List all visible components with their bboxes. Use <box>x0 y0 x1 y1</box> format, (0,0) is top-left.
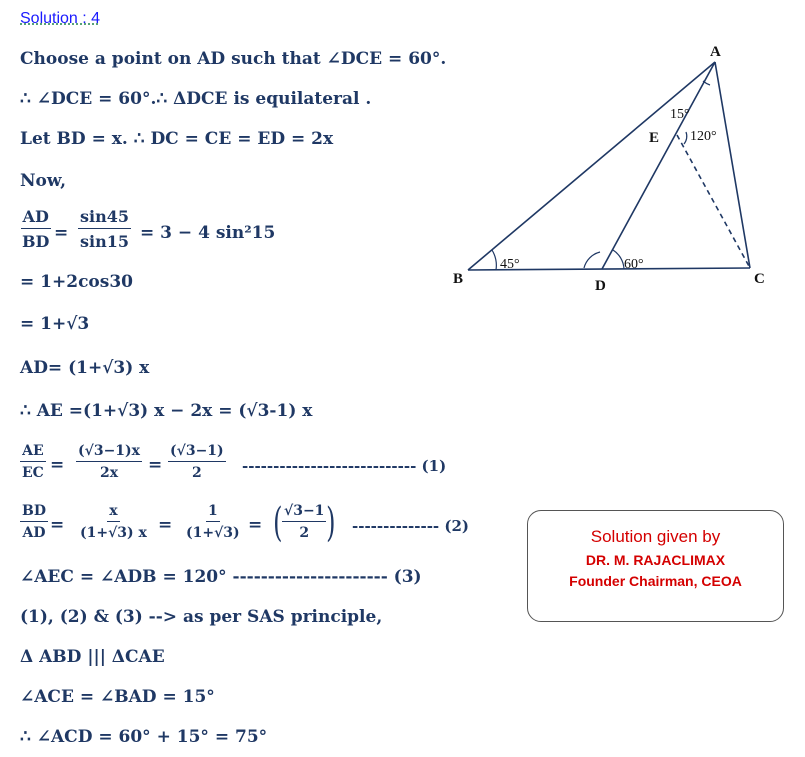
equation-label-2: -------------- (2) <box>352 517 470 535</box>
numerator: (√3−1) <box>168 443 226 462</box>
equation-rhs: = 3 − 4 sin²15 <box>140 223 276 243</box>
angle-arc-b <box>492 250 496 270</box>
solution-title: Solution : 4 <box>20 10 101 27</box>
credit-heading: Solution given by <box>590 527 721 546</box>
fraction-root3-minus-1-x-over-2x <box>76 443 142 481</box>
equals-sign: = <box>248 515 263 535</box>
denominator: 2 <box>299 525 310 541</box>
line-angle-acd: ∴ ∠ACD = 60° + 15° = 75° <box>20 727 268 747</box>
fraction-1-over-1-plus-root3 <box>184 503 242 541</box>
denominator: 2 <box>191 465 202 481</box>
angle-label-45: 45° <box>500 257 520 272</box>
vertex-label-c: C <box>754 271 765 287</box>
credit-author: DR. M. RAJACLIMAX <box>585 552 726 568</box>
vertex-label-d: D <box>595 278 606 294</box>
fraction-ad-bd <box>20 207 51 251</box>
angle-label-120: 120° <box>690 129 717 144</box>
credit-role: Founder Chairman, CEOA <box>569 573 742 589</box>
line-ad-value: AD= (1+√3) x <box>20 358 150 378</box>
vertex-label-b: B <box>453 271 464 287</box>
equals-sign: = <box>50 515 65 535</box>
angle-arc-d-left <box>584 252 600 268</box>
line-angle-aec: ∠AEC = ∠ADB = 120° ---------------------- (3) <box>20 567 422 587</box>
numerator: √3−1 <box>282 503 326 522</box>
fraction-root3-minus-1-over-2 <box>282 503 326 541</box>
denominator: 2x <box>99 465 119 481</box>
numerator: 1 <box>206 503 220 522</box>
line-1-plus-2cos30: = 1+2cos30 <box>20 272 133 292</box>
fraction-x-over-1-plus-root3-x <box>78 503 149 541</box>
numerator: AE <box>20 443 46 462</box>
denominator: sin15 <box>80 232 129 251</box>
vertex-label-a: A <box>710 44 721 60</box>
angle-arc-d <box>613 250 624 269</box>
vertex-label-e: E <box>649 130 660 146</box>
equals-sign: = <box>50 455 65 475</box>
numerator: BD <box>20 503 48 522</box>
line-similar: Δ ABD ||| ΔCAE <box>20 647 165 667</box>
segment-ad <box>602 62 715 269</box>
fraction-bd-ad <box>20 503 48 541</box>
side-ab <box>468 62 715 270</box>
denominator: EC <box>22 465 44 481</box>
fraction-sin45-sin15 <box>78 207 131 251</box>
denominator: BD <box>22 232 50 251</box>
angle-label-60: 60° <box>624 257 644 272</box>
line-now: Now, <box>20 171 67 191</box>
angle-arc-e <box>684 132 687 144</box>
equals-sign: = <box>148 455 163 475</box>
numerator: (√3−1)x <box>76 443 142 462</box>
line-equilateral: ∴ ∠DCE = 60°.∴ ΔDCE is equilateral . <box>20 89 372 109</box>
equals-sign: = <box>54 223 69 243</box>
side-ac <box>715 62 750 268</box>
fraction-ae-ec <box>20 443 46 481</box>
triangle-diagram <box>440 40 780 300</box>
credit-box <box>527 510 784 622</box>
denominator: (1+√3) <box>186 525 240 541</box>
line-1-plus-root3: = 1+√3 <box>20 314 90 334</box>
angle-label-15: 15° <box>670 107 690 122</box>
denominator: (1+√3) x <box>80 525 147 541</box>
numerator: sin45 <box>78 207 131 229</box>
line-choose-point: Choose a point on AD such that ∠DCE = 60°. <box>20 49 447 69</box>
line-ae-value: ∴ AE =(1+√3) x − 2x = (√3-1) x <box>20 401 313 421</box>
right-paren: ) <box>326 500 336 546</box>
line-angle-ace: ∠ACE = ∠BAD = 15° <box>20 687 215 707</box>
line-sas: (1), (2) & (3) --> as per SAS principle, <box>20 607 383 627</box>
numerator: AD <box>21 207 51 229</box>
fraction-root3-minus-1-over-2 <box>168 443 226 481</box>
denominator: AD <box>22 525 46 541</box>
line-let-bd: Let BD = x. ∴ DC = CE = ED = 2x <box>20 129 334 149</box>
numerator: x <box>107 503 119 522</box>
equals-sign: = <box>158 515 173 535</box>
left-paren: ( <box>273 500 283 546</box>
equation-label-1: ---------------------------- (1) <box>242 457 447 475</box>
